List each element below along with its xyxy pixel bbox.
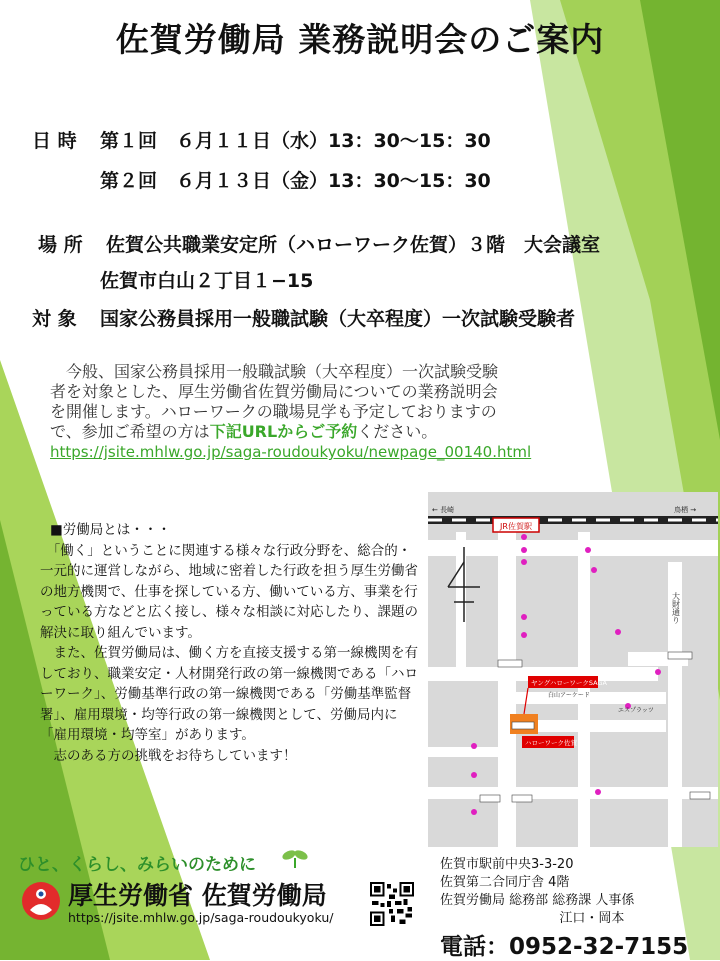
contact-department: 佐賀労働局 総務部 総務課 人事係 [440, 893, 635, 908]
intro-line-4 [50, 422, 610, 442]
intro-line-1: 今般、国家公務員採用一般職試験（大卒程度）一次試験受験 [50, 362, 499, 381]
intro-line-4-c: ください。 [357, 422, 438, 441]
phone-number: 電話：0952-32-7155 [440, 934, 689, 960]
venue-name: 佐賀公共職業安定所（ハローワーク佐賀）３階 大会議室 [106, 234, 601, 256]
map-left-arrow: ← 長崎 [432, 506, 455, 514]
venue-address: 佐賀市白山２丁目１−15 [100, 270, 314, 292]
about-section [40, 520, 420, 766]
about-paragraph-3: 志のある方の挑戦をお待ちしています！ [40, 747, 297, 764]
intro-line-2: 者を対象とした、厚生労働省佐賀労働局についての業務説明会 [50, 382, 498, 401]
about-paragraph-1: 「働く」ということに関連する様々な行政分野を、総合的・一元的に運営しながら、地域に密着した行政を担う厚生労働省の地方機関で、仕事を探している方、働いている方、事業を行っている方などと広く接し、様々な相談に対応したり、課題の解決に取り組んでいます。 [40, 542, 418, 641]
map-arcade-label: 白山アーケード [548, 692, 590, 699]
footer-url[interactable]: https://jsite.mhlw.go.jp/saga-roudoukyoku/ [68, 910, 334, 925]
map-station-label: JR佐賀駅 [500, 522, 532, 531]
schedule-first: 第１回 ６月１１日（水）13：30〜15：30 [100, 130, 491, 152]
map-esplaza-label: エスプラッツ [618, 707, 654, 714]
contact-block [440, 856, 634, 928]
sprout-icon [280, 846, 310, 870]
map-right-arrow: 鳥栖 → [674, 506, 697, 514]
slogan: ひと、くらし、みらいのために [18, 855, 256, 875]
intro-line-3: を開催します。ハローワークの職場見学も予定しておりますの [50, 402, 497, 421]
schedule-second: 第２回 ６月１３日（金）13：30〜15：30 [100, 170, 491, 192]
contact-names: 江口・岡本 [559, 911, 625, 926]
target-label: 対 象 [32, 308, 77, 330]
about-heading: ■労働局とは・・・ [50, 522, 171, 538]
map-ohmiya-label: 大財通り [671, 592, 681, 624]
qr-code-icon [370, 882, 414, 926]
access-map [428, 492, 718, 847]
contact-address-1: 佐賀市駅前中央3-3-20 [440, 857, 574, 872]
reservation-link[interactable]: https://jsite.mhlw.go.jp/saga-roudoukyoku/newpage_00140.html [50, 443, 532, 461]
mhlw-logo-icon [20, 880, 62, 922]
schedule-label: 日 時 [32, 130, 77, 152]
target-text: 国家公務員採用一般職試験（大卒程度）一次試験受験者 [100, 308, 576, 330]
page-title: 佐賀労働局 業務説明会のご案内 [115, 20, 605, 59]
about-paragraph-2: また、佐賀労働局は、働く方を直接支援する第一線機関を有しており、職業安定・人材開発行政の第一線機関である「ハローワーク」、労働基準行政の第一線機関である「労働基準監督署」、雇用環境・均等行政の第一線機関として、労働局内に「雇用環境・均等室」があります。 [40, 645, 418, 743]
contact-address-2: 佐賀第二合同庁舎 4階 [440, 875, 570, 890]
map-hellowork-label: ハローワーク佐賀 [525, 739, 577, 747]
organization-name: 厚生労働省 佐賀労働局 [68, 881, 327, 910]
venue-label: 場 所 [38, 234, 83, 256]
map-yangu-label: ヤングハローワークSAGA [531, 679, 607, 687]
intro-paragraph [50, 362, 610, 462]
intro-line-4-a: で、参加ご希望の方は [50, 422, 210, 441]
reserve-highlight: 下記URLからご予約 [209, 422, 358, 441]
